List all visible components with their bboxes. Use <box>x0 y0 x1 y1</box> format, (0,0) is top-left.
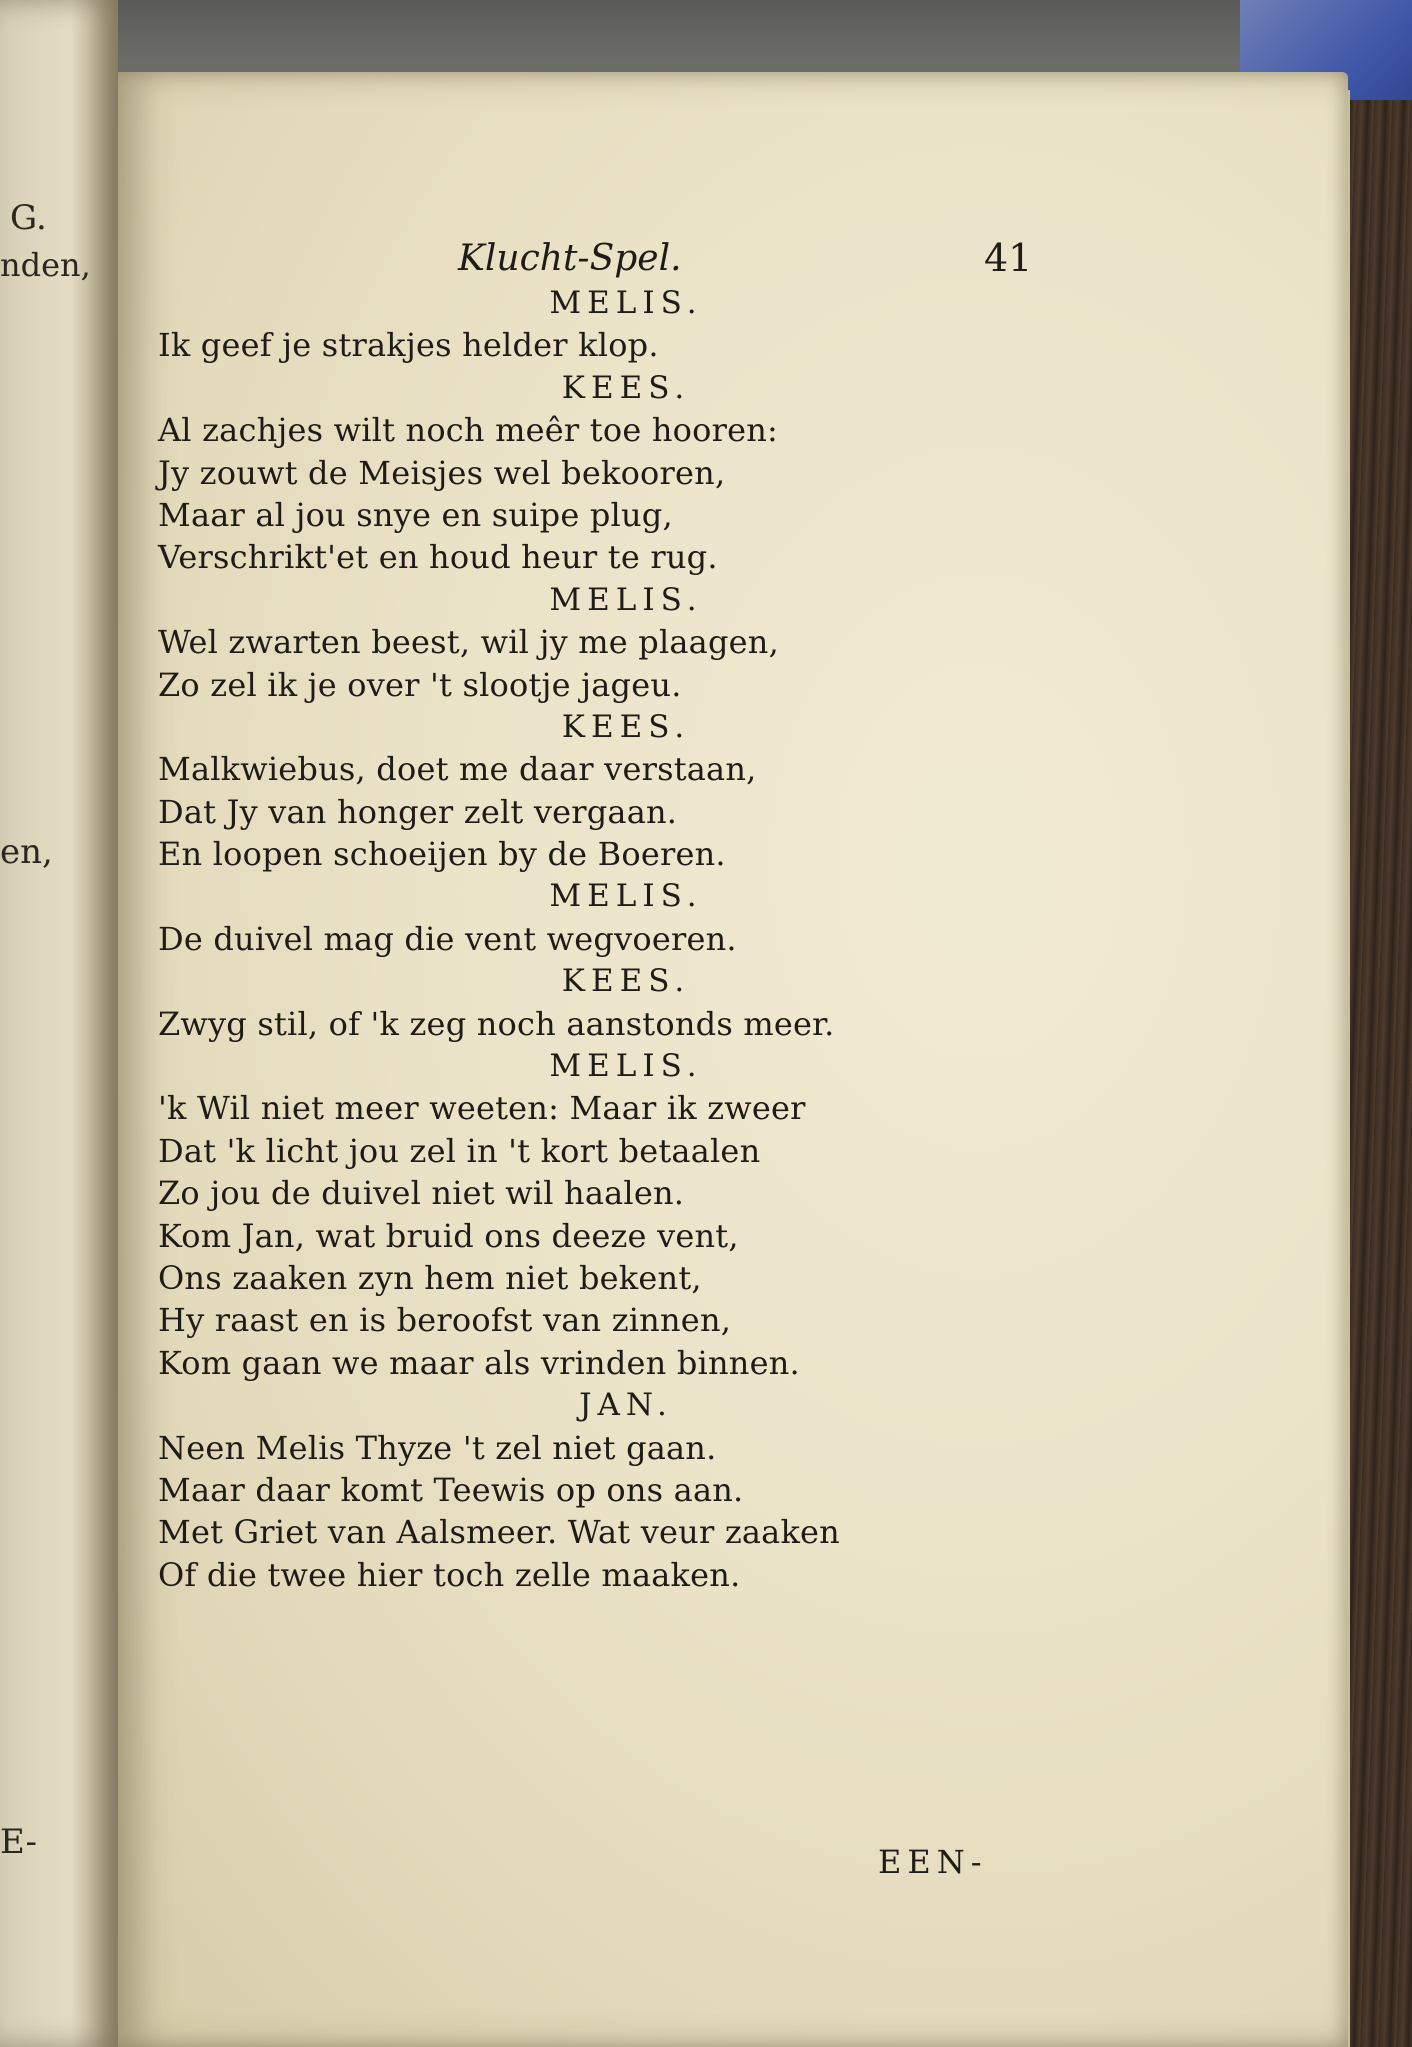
left-page-fragment: en, <box>0 832 53 872</box>
verse-line: Hy raast en is beroofst van zinnen, <box>158 1301 732 1340</box>
left-page <box>0 0 118 2047</box>
left-page-fragment: E- <box>0 1822 37 1862</box>
verse-line: Zo jou de duivel niet wil haalen. <box>158 1174 685 1213</box>
verse-line: Kom Jan, wat bruid ons deeze vent, <box>158 1216 739 1255</box>
verse-line: Maar al jou snye en suipe plug, <box>158 495 673 534</box>
verse-line: Neen Melis Thyze 't zel niet gaan. <box>158 1428 717 1467</box>
speaker-name: MELIS. <box>549 581 703 618</box>
verse-line: En loopen schoeijen by de Boeren. <box>158 835 726 874</box>
verse-line: Al zachjes wilt noch meêr toe hooren: <box>158 411 778 450</box>
running-head: Klucht-Spel. <box>458 238 682 279</box>
verse-line: Kom gaan we maar als vrinden binnen. <box>158 1343 800 1382</box>
verse-line: 'k Wil niet meer weeten: Maar ik zweer <box>158 1089 806 1128</box>
verse-line: Maar daar komt Teewis op ons aan. <box>158 1470 744 1509</box>
verse-line: Of die twee hier toch zelle maaken. <box>158 1555 741 1594</box>
verse-line: Dat Jy van honger zelt vergaan. <box>158 792 678 831</box>
verse-line: Malkwiebus, doet me daar verstaan, <box>158 750 757 789</box>
verse-line: Met Griet van Aalsmeer. Wat veur zaaken <box>158 1513 840 1552</box>
speaker-name: MELIS. <box>549 1048 703 1085</box>
left-page-fragment: nden, <box>0 246 91 284</box>
left-page-fragment: G. <box>10 198 47 238</box>
speaker-name: KEES. <box>561 369 691 406</box>
verse-line: Zo zel ik je over 't slootje jageu. <box>158 665 682 704</box>
page-number: 41 <box>984 236 1033 280</box>
catchword: EEN- <box>878 1843 988 1881</box>
speaker-name: MELIS. <box>549 285 703 321</box>
verse-line: Ik geef je strakjes helder klop. <box>158 326 659 365</box>
verse-line: Verschrikt'et en houd heur te rug. <box>158 538 718 577</box>
verse-line: Jy zouwt de Meisjes wel bekooren, <box>158 453 726 492</box>
speaker-name: MELIS. <box>549 878 703 915</box>
speaker-name: KEES. <box>561 963 691 1000</box>
verse-line: Ons zaaken zyn hem niet bekent, <box>158 1258 702 1297</box>
verse-line: Zwyg stil, of 'k zeg noch aanstonds meer. <box>158 1004 835 1043</box>
verse-line: Dat 'k licht jou zel in 't kort betaalen <box>158 1131 761 1170</box>
verse-line: De duivel mag die vent wegvoeren. <box>158 919 737 958</box>
speaker-name: KEES. <box>561 708 691 745</box>
verse-text <box>158 282 1058 1596</box>
speaker-name: JAN. <box>579 1387 673 1424</box>
verse-line: Wel zwarten beest, wil jy me plaagen, <box>158 623 779 662</box>
